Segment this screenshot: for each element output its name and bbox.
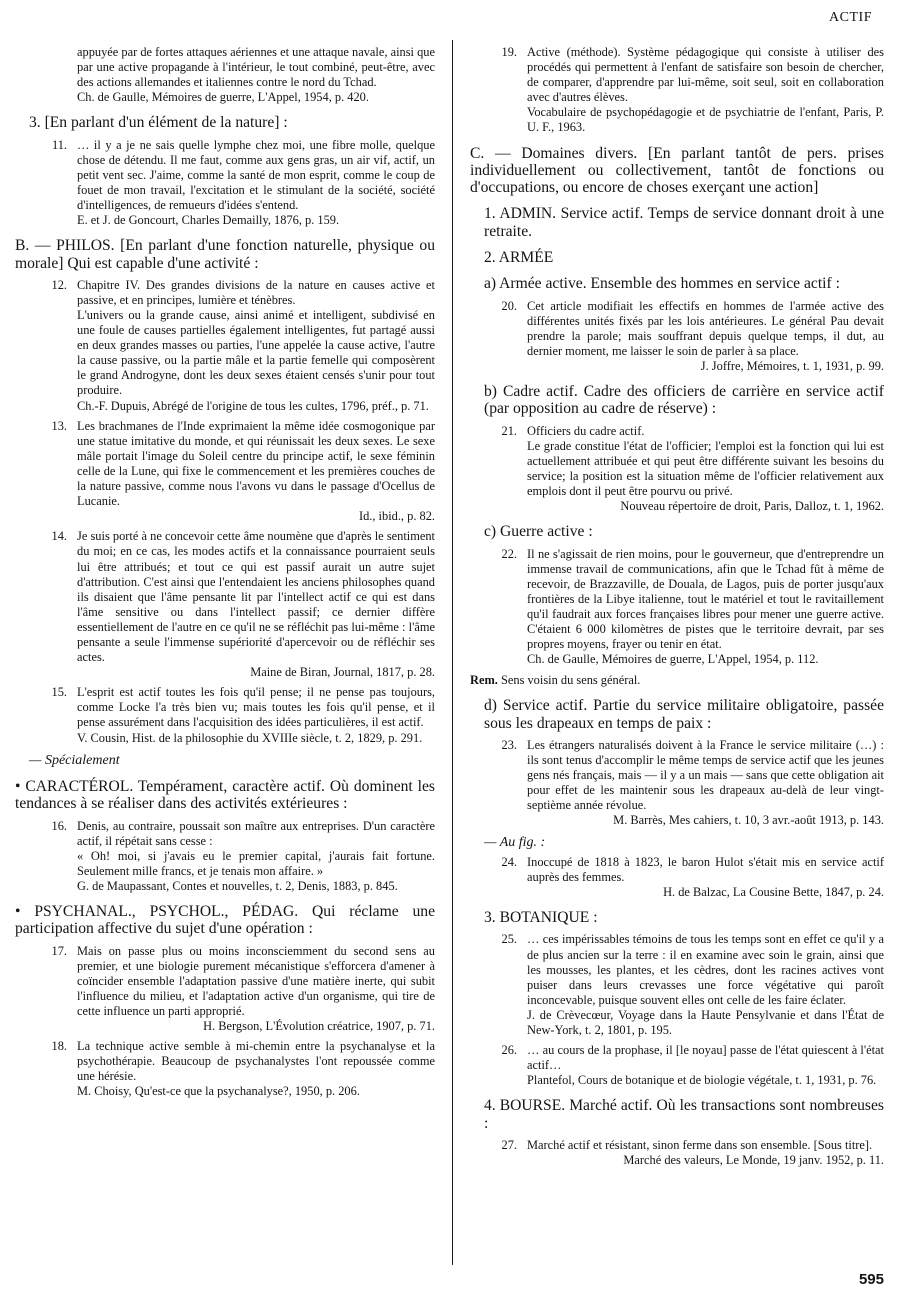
- left-column: [15, 45, 435, 1267]
- citation-text: Mais on passe plus ou moins inconsciemment du second sens au premier, et une biologie purement mécanistique s'efforcera d'amener à coïncider ensemble l'adaptation passive d'une matière inerte, qui subit l'influence du milieu, et l'adaptation active d'un organisme, qui tire de cette influence un parti approprié.: [77, 943, 435, 1018]
- citation-number: 24.: [501, 854, 517, 869]
- citation-text: … ces impérissables témoins de tous les temps sont en effet ce qu'il y a de plus ancien sur la terre : il en examine avec soin le grain, ainsi que les mousses, les plantes, et les cèdres, dont les racines actives vont puiser dans leurs crevasses une force végétative qui paroît inconcevable, puisque souvent elles ont celle de les faire éclater.: [527, 932, 884, 1007]
- sense-heading-2b: b) Cadre actif. Cadre des officiers de carrière en service actif (par opposition au cadre de réserve) :: [484, 383, 884, 418]
- sense-heading-2a: a) Armée active. Ensemble des hommes en service actif :: [484, 275, 840, 293]
- citation-source: Nouveau répertoire de droit, Paris, Dalloz, t. 1, 1962.: [620, 499, 884, 514]
- citation-text: Denis, au contraire, poussait son maître aux entreprises. D'un caractère actif, il répétait sans cesse :: [77, 818, 435, 848]
- running-head: ACTIF: [829, 10, 872, 25]
- sense-heading-3: 3. [En parlant d'un élément de la nature] :: [29, 114, 288, 132]
- citation-number: 16.: [51, 818, 67, 833]
- page-number: 595: [858, 1271, 884, 1288]
- citation-text: L'esprit est actif toutes les fois qu'il pense; il ne pense pas toujours, comme Locke l'a très bien vu; mais toutes les fois qu'il pense, et il pense assurément dans l'acquisition des idées particulières, il est actif.: [77, 685, 435, 730]
- sense-heading-C: C. — Domaines divers. [En parlant tantôt de pers. prises individuellement ou collectivement, tantôt de fonctions ou d'occupations, ou encore de choses exerçant une action]: [470, 144, 884, 197]
- citation-text: Il ne s'agissait de rien moins, pour le gouverneur, que d'entreprendre un immense travail de communications, afin que le Tchad fût à même de recevoir, de Brazzaville, de Douala, de Lagos, puis de porter jusqu'aux frontières de la Libye italienne, tout le matériel et tout le ravitaillement qu'il faudrait aux forces françaises libres pour mener une guerre active. C'étaient 6 000 kilomètres de pistes que le territoire devrait, par ses propres moyens, frayer ou tenir en état.: [527, 546, 884, 652]
- citation-number: 21.: [501, 423, 517, 438]
- citation-source: Id., ibid., p. 82.: [358, 509, 435, 524]
- citation-number: 18.: [51, 1039, 67, 1054]
- citation-26: [490, 1043, 884, 1088]
- citation-number: 23.: [501, 738, 517, 752]
- citation-source: H. Bergson, L'Évolution créatrice, 1907, p. 71.: [203, 1019, 435, 1034]
- citation-23: [490, 738, 884, 829]
- citation-text: … il y a je ne sais quelle lymphe chez moi, une fibre molle, quelque chose de détendu. Il me faut, comme aux gens gras, un air vif, actif, un petit vent sec. J'aime, comme la santé de mon esprit, comme le coup de fouet de mon travail, l'excitation et le stimulant de la société, société d'intelligences, de remueurs d'idées s'entend.: [77, 137, 435, 213]
- citation-source: Ch.-F. Dupuis, Abrégé de l'origine de tous les cultes, 1796, préf., p. 71.: [77, 398, 429, 413]
- citation-number: 13.: [51, 418, 67, 433]
- citation-15: [40, 685, 435, 745]
- citation-source: H. de Balzac, La Cousine Bette, 1847, p. 24.: [663, 885, 884, 900]
- citation-source: E. et J. de Goncourt, Charles Demailly, 1876, p. 159.: [77, 213, 340, 228]
- citation-text: Inoccupé de 1818 à 1823, le baron Hulot s'était mis en service actif auprès des femmes.: [527, 854, 884, 884]
- remark-label: Rem.: [470, 673, 498, 688]
- sense-heading-caracterol: • CARACTÉROL. Tempérament, caractère actif. Où dominent les tendances à se réaliser dans des activités extérieures :: [15, 777, 435, 813]
- sense-heading-2c: c) Guerre active :: [484, 523, 593, 541]
- sense-heading-4-bourse: 4. BOURSE. Marché actif. Où les transactions sont nombreuses :: [484, 1097, 884, 1132]
- remark-text: Sens voisin du sens général.: [500, 673, 641, 688]
- citation-number: 12.: [51, 277, 67, 292]
- citation-source: J. de Crèvecœur, Voyage dans la Haute Pensylvanie et dans l'État de New-York, t. 2, 1801, p. 195.: [527, 1007, 884, 1037]
- sense-heading-2: 2. ARMÉE: [484, 249, 554, 267]
- citation-quote: « Oh! moi, si j'avais eu le premier capital, j'aurais fait fortune. Seulement mille francs, et je tenais mon affaire. »: [77, 848, 435, 878]
- citation-16: [40, 819, 435, 894]
- citation-17: [40, 944, 435, 1035]
- citation-source: M. Barrès, Mes cahiers, t. 10, 3 avr.-août 1913, p. 143.: [613, 813, 884, 828]
- citation-11: [40, 138, 435, 229]
- figurative-label: — Au fig. :: [484, 834, 546, 850]
- citation-text: Les étrangers naturalisés doivent à la France le service militaire (…) : ils sont tenus d'accomplir le même temps de service actif que les jeunes gens nés français, mais — il y a un mais — sans que cette obligation ait pour effet de les maintenir sous les drapeaux au-delà de leur vingt-septième année révolue.: [527, 738, 884, 813]
- citation-12: [40, 278, 435, 414]
- column-rule: [452, 40, 453, 1265]
- citation-19: [490, 45, 884, 136]
- right-column: [470, 45, 884, 1267]
- citation-14: [40, 529, 435, 680]
- citation-number: 11.: [51, 137, 67, 152]
- citation-text: Je suis porté à ne concevoir cette âme noumène que d'après le sentiment du moi; en ce cas, les modes actifs et la connaissance pourraient seuls lui être attribués; et tout ce qui est passif aurait un autre sujet d'attribution. C'est ainsi que l'entendaient les anciens philosophes quand ils disaient que l'âme pensante lit par l'intellect actif ce qui est dans l'âme sensitive ou dans l'intellect passif; ce dernier diffère essentiellement de l'autre en ce qu'il ne se réfléchit pas lui-même : l'âme pensante a seule l'immense supériorité d'apercevoir ou de réfléchir ses actes.: [77, 529, 435, 665]
- sense-heading-2d: d) Service actif. Partie du service militaire obligatoire, passée sous les drapeaux en temps de paix :: [484, 697, 884, 732]
- citation-number: 20.: [501, 298, 517, 313]
- citation-21: [490, 424, 884, 515]
- citation-source: M. Choisy, Qu'est-ce que la psychanalyse?, 1950, p. 206.: [77, 1084, 360, 1099]
- citation-20: [490, 299, 884, 374]
- citation-number: 14.: [51, 529, 67, 544]
- citation-number: 15.: [51, 685, 67, 700]
- citation-22: [490, 547, 884, 668]
- sense-heading-3-botanique: 3. BOTANIQUE :: [484, 909, 598, 927]
- citation-source: Ch. de Gaulle, Mémoires de guerre, L'Appel, 1954, p. 112.: [527, 652, 819, 667]
- citation-text: Active (méthode). Système pédagogique qui consiste à utiliser des procédés qui permettent à l'enfant de satisfaire son besoin de chercher, de comparer, d'apprendre par lui-même, soit seul, soit en collaboration avec d'autres élèves.: [527, 45, 884, 105]
- citation-source: J. Joffre, Mémoires, t. 1, 1931, p. 99.: [700, 359, 884, 374]
- citation-27: [490, 1138, 884, 1168]
- citation-continued: [77, 45, 435, 105]
- citation-text: L'univers ou la grande cause, ainsi animé et intelligent, subdivisé en une foule de causes partielles également intelligentes, fut partagé aussi en deux grandes masses ou parties, l'une appelée la cause active, l'autre la cause passive, ou la partie mâle et la partie femelle qui composèrent le grand Androgyne, dont les deux sexes étaient censés s'unir pour tout produire.: [77, 308, 435, 398]
- remark: [470, 673, 884, 688]
- citation-number: 27.: [501, 1137, 517, 1152]
- sense-heading-B: B. — PHILOS. [En parlant d'une fonction naturelle, physique ou morale] Qui est capable d'une activité :: [15, 237, 435, 272]
- citation-number: 17.: [51, 943, 67, 958]
- citation-number: 19.: [501, 45, 517, 59]
- citation-text: Cet article modifiait les effectifs en hommes de l'armée active des différentes unités fixés par les lois antérieures. Le général Pau devait prendre la parole; mais souffrant depuis quelque temps, il dut, au dernier moment, me laisser le soin de parler à sa place.: [527, 298, 884, 358]
- citation-text: Le grade constitue l'état de l'officier; l'emploi est la fonction qui lui est actuellement attribuée et qui peut être différente suivant les besoins du service; la position est la situation même de l'officier relativement aux emplois dont il peut être pourvu ou privé.: [527, 438, 884, 499]
- citation-text: Officiers du cadre actif.: [527, 423, 645, 438]
- citation-number: 22.: [501, 546, 517, 561]
- citation-25: [490, 932, 884, 1038]
- citation-text: … au cours de la prophase, il [le noyau] passe de l'état quiescent à l'état actif…: [527, 1043, 884, 1073]
- citation-source: G. de Maupassant, Contes et nouvelles, t. 2, Denis, 1883, p. 845.: [77, 878, 398, 893]
- citation-text: Chapitre IV. Des grandes divisions de la nature en causes active et passive, et en principes, lumière et ténèbres.: [77, 277, 435, 307]
- citation-text: La technique active semble à mi-chemin entre la psychanalyse et la psychothérapie. Beaucoup de psychanalystes l'ont repoussée comme une hérésie.: [77, 1039, 435, 1084]
- citation-source: Marché des valeurs, Le Monde, 19 janv. 1952, p. 11.: [623, 1153, 884, 1168]
- sense-heading-1: 1. ADMIN. Service actif. Temps de service donnant droit à une retraite.: [484, 205, 884, 240]
- citation-number: 26.: [501, 1043, 517, 1058]
- citation-source: V. Cousin, Hist. de la philosophie du XVIIIe siècle, t. 2, 1829, p. 291.: [77, 730, 423, 745]
- citation-text: Les brachmanes de l'Inde exprimaient la même idée cosmogonique par une statue imitative du monde, et qui réunissait les deux sexes. Le sexe mâle portait l'image du Soleil centre du principe actif, le sexe féminin celle de la Lune, qui fixe le commencement et les premières couches de la nature passive, comme nous l'avons vu dans le passage d'Ocellus de Lucanie.: [77, 418, 435, 509]
- citation-24: [490, 855, 884, 900]
- citation-source: Maine de Biran, Journal, 1817, p. 28.: [250, 665, 435, 680]
- citation-18: [40, 1039, 435, 1099]
- sense-heading-psychanal: • PSYCHANAL., PSYCHOL., PÉDAG. Qui réclame une participation affective du sujet d'une opération :: [15, 903, 435, 938]
- citation-text: Marché actif et résistant, sinon ferme dans son ensemble. [Sous titre].: [527, 1137, 873, 1152]
- citation-text: appuyée par de fortes attaques aériennes et une attaque navale, ainsi que par une active propagande à l'intérieur, le tout combiné, peut-être, avec des actions allemandes et italiennes contre le nord du Tchad.: [77, 45, 435, 90]
- specially-label: — Spécialement: [29, 752, 120, 768]
- citation-number: 25.: [501, 932, 517, 947]
- citation-13: [40, 419, 435, 525]
- citation-source: Vocabulaire de psychopédagogie et de psychiatrie de l'enfant, Paris, P. U. F., 1963.: [527, 105, 884, 135]
- citation-source: Plantefol, Cours de botanique et de biologie végétale, t. 1, 1931, p. 76.: [527, 1073, 877, 1088]
- citation-source: Ch. de Gaulle, Mémoires de guerre, L'Appel, 1954, p. 420.: [77, 90, 369, 105]
